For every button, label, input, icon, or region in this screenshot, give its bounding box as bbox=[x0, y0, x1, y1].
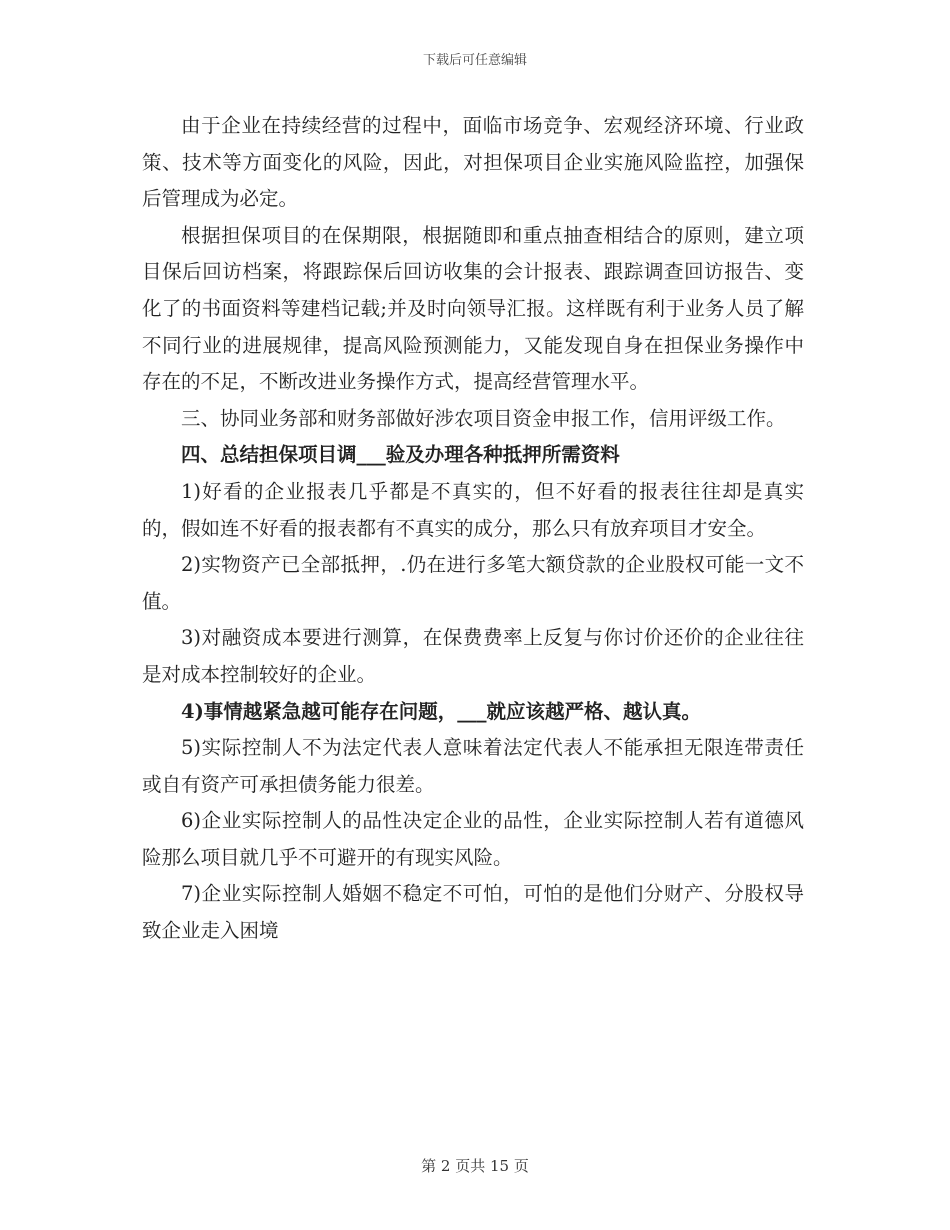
page-number-footer: 第 2 页共 15 页 bbox=[421, 1157, 529, 1175]
paragraph-section-three: 三、协同业务部和财务部做好涉农项目资金申报工作，信用评级工作。 bbox=[181, 406, 786, 430]
page-header-note: 下载后可任意编辑 bbox=[422, 53, 527, 68]
list-item-4: 4)事情越紧急越可能存在问题，___就应该越严格、越认真。 bbox=[181, 699, 702, 723]
list-item-1: 1)好看的企业报表几乎都是不真实的，但不好看的报表往往却是真实的，假如连不好看的报表都有不真实的成分，那么只有放弃项目才安全。 bbox=[142, 479, 804, 540]
list-item-2: 2)实物资产已全部抵押，.仍在进行多笔大额贷款的企业股权可能一文不值。 bbox=[142, 553, 804, 613]
list-item-6: 6)企业实际控制人的品性决定企业的品性，企业实际控制人若有道德风险那么项目就几乎不可避开的有现实风险。 bbox=[142, 809, 804, 869]
paragraph-risk-intro: 由于企业在持续经营的过程中，面临市场竞争、宏观经济环境、行业政策、技术等方面变化的风险，因此，对担保项目企业实施风险监控，加强保后管理成为必定。 bbox=[142, 114, 804, 211]
section-heading-four: 四、总结担保项目调___验及办理各种抵押所需资料 bbox=[181, 443, 620, 467]
list-item-3: 3)对融资成本要进行测算，在保费费率上反复与你讨价还价的企业往往是对成本控制较好的企业。 bbox=[142, 626, 804, 686]
document-body bbox=[142, 108, 804, 950]
list-item-7: 7)企业实际控制人婚姻不稳定不可怕，可怕的是他们分财产、分股权导致企业走入困境 bbox=[142, 882, 804, 943]
list-item-5: 5)实际控制人不为法定代表人意味着法定代表人不能承担无限连带责任或自有资产可承担债务能力很差。 bbox=[142, 736, 804, 796]
paragraph-post-loan-archive: 根据担保项目的在保期限，根据随即和重点抽查相结合的原则，建立项目保后回访档案，将跟踪保后回访收集的会计报表、跟踪调查回访报告、变化了的书面资料等建档记载;并及时向领导汇报。这样既有利于业务人员了解不同行业的进展规律，提高风险预测能力，又能发现自身在担保业务操作中存在的不足，不断改进业务操作方式，提高经营管理水平。 bbox=[142, 223, 804, 394]
